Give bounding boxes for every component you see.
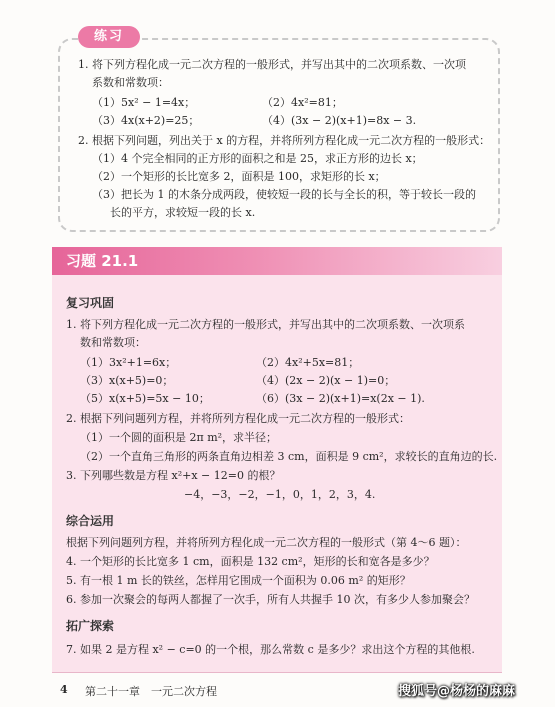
review-q1-item: （3）x(x+5)=0； — [80, 374, 174, 387]
review-q1-item: （1）3x²+1=6x； — [80, 356, 177, 369]
section-heading-apply: 综合运用 — [66, 514, 115, 528]
review-q1-item: （2）4x²+5x=81； — [256, 356, 360, 369]
practice-q1-line2: 系数和常数项： — [92, 76, 169, 89]
exercise-title: 习题 21.1 — [66, 252, 139, 270]
apply-intro: 根据下列问题列方程，并将所列方程化成一元二次方程的一般形式（第 4～6 题）： — [66, 536, 467, 549]
practice-q1-item: （4）(3x − 2)(x+1)=8x − 3. — [262, 114, 417, 127]
apply-q4: 4. 一个矩形的长比宽多 1 cm，面积是 132 cm²，矩形的长和宽各是多少？ — [66, 555, 435, 568]
practice-q2-item: （2）一个矩形的长比宽多 2，面积是 100，求矩形的长 x； — [92, 170, 386, 183]
review-q1-item: （5）x(x+5)=5x − 10； — [80, 392, 210, 405]
watermark: 搜狐号@杨杨的麻麻 — [398, 684, 516, 699]
review-q1-line2: 数和常数项： — [80, 336, 146, 349]
apply-q6: 6. 参加一次聚会的每两人都握了一次手，所有人共握手 10 次，有多少人参加聚会？ — [66, 593, 475, 606]
review-q2-item: （1）一个圆的面积是 2π m²，求半径； — [80, 431, 278, 444]
practice-q1-item: （1）5x² − 1=4x； — [92, 96, 196, 109]
review-q1-line1: 1. 将下列方程化成一元二次方程的一般形式，并写出其中的二次项系数、一次项系 — [66, 318, 465, 331]
section-heading-extend: 拓广探索 — [66, 619, 115, 633]
review-q2-item: （2）一个直角三角形的两条直角边相差 3 cm，面积是 9 cm²，求较长的直角边的长. — [80, 450, 498, 463]
review-q1-item: （4）(2x − 2)(x − 1)=0； — [256, 374, 396, 387]
practice-q2-item: 长的平方，求较短一段的长 x. — [110, 206, 256, 219]
extend-q7: 7. 如果 2 是方程 x² − c=0 的一个根，那么常数 c 是多少？求出这个方程的其他根. — [66, 643, 475, 656]
practice-q1-line1: 1. 将下列方程化成一元二次方程的一般形式，并写出其中的二次项系数、一次项 — [78, 58, 466, 71]
section-heading-review: 复习巩固 — [66, 296, 115, 310]
review-q1-item: （6）(3x − 2)(x+1)=x(2x − 1). — [256, 392, 425, 405]
review-q2-line1: 2. 根据下列问题列方程，并将所列方程化成一元二次方程的一般形式： — [66, 412, 410, 425]
chapter-title: 第二十一章 一元二次方程 — [85, 685, 217, 698]
page-number: 4 — [60, 683, 68, 696]
apply-q5: 5. 有一根 1 m 长的铁丝，怎样用它围成一个面积为 0.06 m² 的矩形？ — [66, 574, 411, 587]
practice-q1-item: （2）4x²=81； — [262, 96, 343, 109]
review-q3-line1: 3. 下列哪些数是方程 x²+x − 12=0 的根？ — [66, 469, 281, 482]
practice-q2-item: （3）把长为 1 的木条分成两段，使较短一段的长与全长的积，等于较长一段的 — [92, 188, 476, 201]
practice-q2-item: （1）4 个完全相同的正方形的面积之和是 25，求正方形的边长 x； — [92, 152, 423, 165]
practice-q1-item: （3）4x(x+2)=25； — [92, 114, 200, 127]
review-q3-roots: −4，−3，−2，−1，0，1，2，3，4. — [184, 488, 376, 501]
practice-tag: 练习 — [78, 26, 140, 48]
practice-q2-line1: 2. 根据下列问题，列出关于 x 的方程，并将所列方程化成一元二次方程的一般形式： — [78, 134, 491, 147]
footer-divider — [52, 672, 502, 673]
